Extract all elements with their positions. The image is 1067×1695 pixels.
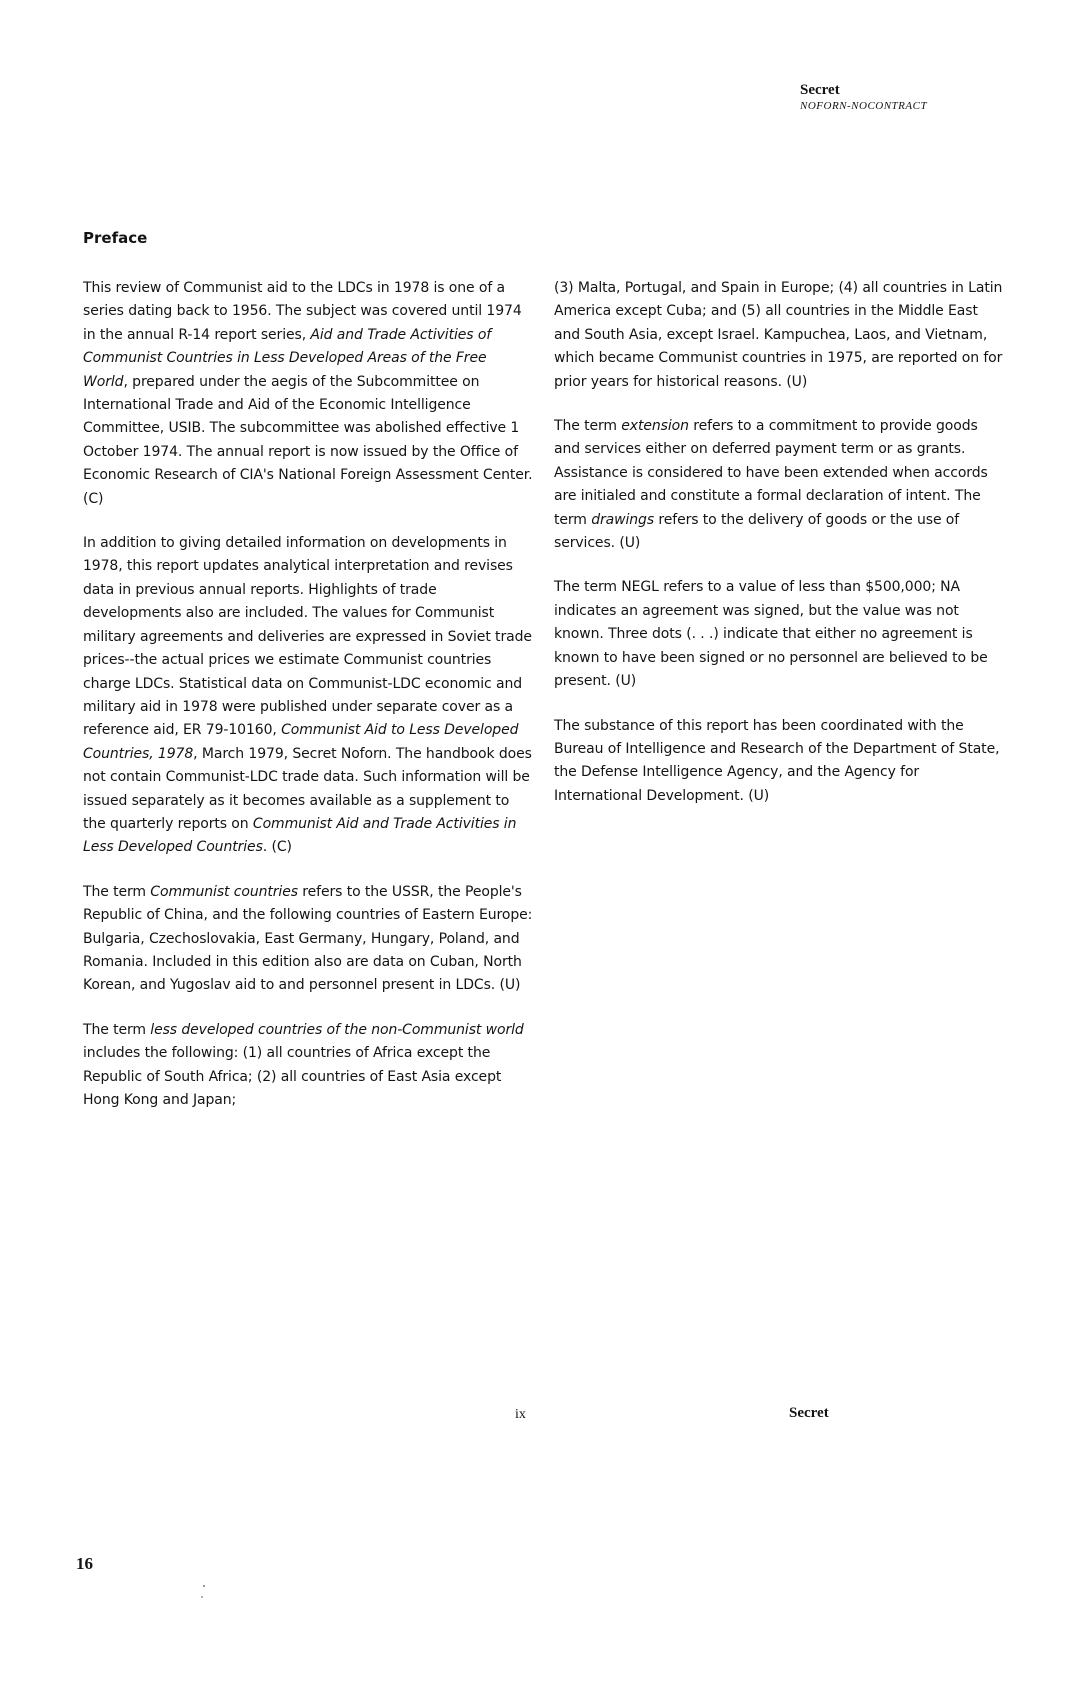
paragraph-history: This review of Communist aid to the LDCs in 1978 is one of a series dating back to 1956. The subject was covered until 1974 in the annual R-14 report series, Aid and Trade Activities of Communist Countries in Less Developed Areas of the Free World, prepared under the aegis of the Subcommittee on International Trade and Aid of the Economic Intelligence Committee, USIB. The subcommittee was abolished effective 1 October 1974. The annual report is now issued by the Office of Economic Research of CIA's National Foreign Assessment Center. (C) <box>83 280 533 507</box>
right-column <box>554 277 1004 829</box>
paragraph-coordination: The substance of this report has been coordinated with the Bureau of Intelligence and Research of the Department of State, the Defense Intelligence Agency, and the Agency for International Development. (U) <box>554 717 1000 804</box>
footer-classification: Secret <box>789 1405 829 1421</box>
paragraph-scope: In addition to giving detailed information on developments in 1978, this report updates analytical interpretation and revises data in previous annual reports. Highlights of trade developments also are included. The values for Communist military agreements and deliveries are expressed in Soviet trade prices--the actual prices we estimate Communist countries charge LDCs. Statistical data on Communist-LDC economic and military aid in 1978 were published under separate cover as a reference aid, ER 79-10160, Communist Aid to Less Developed Countries, 1978, March 1979, Secret Noforn. The handbook does not contain Communist-LDC trade data. Such information will be issued separately as it becomes available as a supplement to the quarterly reports on Communist Aid and Trade Activities in Less Developed Countries. (C) <box>83 535 532 856</box>
scan-speck <box>203 1585 205 1587</box>
paragraph-ldc-definition: The term less developed countries of the non-Communist world includes the following: (1) all countries of Africa except the Republic of South Africa; (2) all countries of East Asia except Hong Kong and Japan; <box>83 1021 524 1108</box>
paragraph-communist-countries: The term Communist countries refers to the USSR, the People's Republic of China, and the following countries of Eastern Europe: Bulgaria, Czechoslovakia, East Germany, Hungary, Poland, and Romania. Included in this edition also are data on Cuban, North Korean, and Yugoslav aid to and personnel present in LDCs. (U) <box>83 883 533 994</box>
left-column <box>83 277 533 1133</box>
control-marking: NOFORN-NOCONTRACT <box>800 100 928 112</box>
page-title: Preface <box>83 229 148 247</box>
paragraph-extension: The term extension refers to a commitment to provide goods and services either on deferred payment term or as grants. Assistance is considered to have been extended when accords are initialed and constitute a formal declaration of intent. The term drawings refers to the delivery of goods or the use of services. (U) <box>554 418 988 552</box>
scan-speck <box>201 1596 203 1598</box>
classification-label: Secret <box>800 82 840 98</box>
page-number: ix <box>515 1407 526 1422</box>
paragraph-ldc-continued: (3) Malta, Portugal, and Spain in Europe; (4) all countries in Latin America except Cuba; and (5) all countries in the Middle East and South Asia, except Israel. Kampuchea, Laos, and Vietnam, which became Communist countries in 1975, are reported on for prior years for historical reasons. (U) <box>554 280 1003 390</box>
classification-header <box>800 82 927 113</box>
paragraph-negl: The term NEGL refers to a value of less than $500,000; NA indicates an agreement was signed, but the value was not known. Three dots (. . .) indicate that either no agreement is known to have been signed or no personnel are believed to be present. (U) <box>554 579 988 690</box>
sheet-number: 16 <box>76 1554 93 1573</box>
